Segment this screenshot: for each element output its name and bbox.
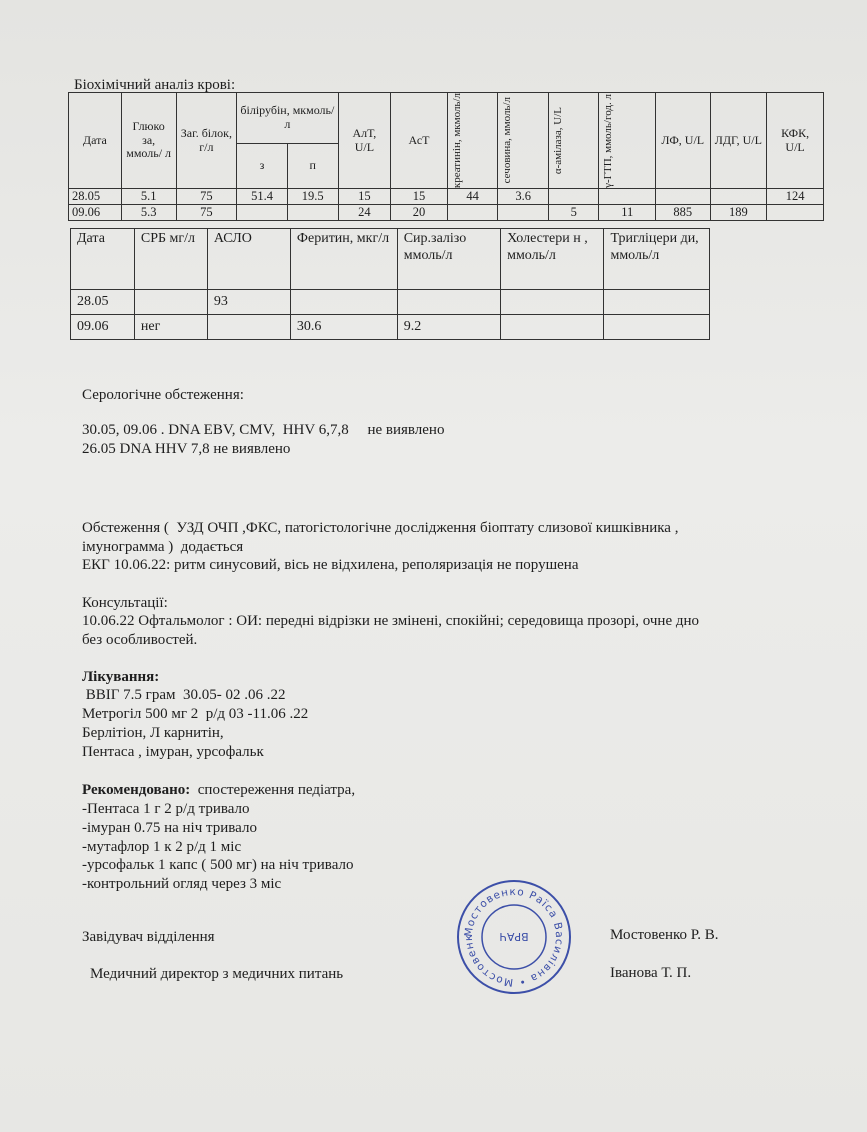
head-of-department-title: Завідувач відділення xyxy=(82,929,215,945)
table-row xyxy=(71,290,710,315)
col-urea: сечовина, ммоль/л xyxy=(498,93,549,189)
cell-date: 28.05 xyxy=(71,290,135,315)
col-ferritin: Феритин, мкг/л xyxy=(290,229,397,290)
exams-line-2: імунограмма ) додається xyxy=(82,539,244,555)
biochem-title: Біохімічний аналіз крові: xyxy=(74,77,236,93)
recommend-item: -урсофальк 1 капс ( 500 мг) на ніч тривало xyxy=(82,857,354,873)
col-alt: АлТ, U/L xyxy=(338,93,391,189)
cell-iron xyxy=(397,290,500,315)
cell-lf: 885 xyxy=(655,205,710,221)
cell-ldh: 189 xyxy=(710,205,767,221)
cell-crp xyxy=(134,290,207,315)
table-row xyxy=(69,189,824,205)
cell-iron: 9.2 xyxy=(397,315,500,340)
consult-line-2: без особливостей. xyxy=(82,632,198,648)
recommend-title: Рекомендовано: xyxy=(82,782,191,798)
col-amylase: α-амілаза, U/L xyxy=(548,93,599,189)
ecg-line: ЕКГ 10.06.22: ритм синусовий, вісь не відхилена, реполяризація не порушена xyxy=(82,557,579,573)
col-bil-p: п xyxy=(287,144,338,189)
exams-line-1: Обстеження ( УЗД ОЧП ,ФКС, патогістологічне дослідження біоптату слизової кишківника , xyxy=(82,520,679,536)
col-date: Дата xyxy=(69,93,122,189)
cell-creatinine: 44 xyxy=(447,189,498,205)
serology-line-1: 30.05, 09.06 . DNA EBV, CMV, HHV 6,7,8 не виявлено xyxy=(82,422,445,438)
cell-ferritin xyxy=(290,290,397,315)
consult-line-1: 10.06.22 Офтальмолог : ОИ: передні відрізки не змінені, спокійні; середовища прозорі, очне дно xyxy=(82,613,700,629)
cell-ck: 124 xyxy=(767,189,824,205)
recommend-item: -мутафлор 1 к 2 р/д 1 міс xyxy=(82,839,242,855)
cell-bil-p: 19.5 xyxy=(287,189,338,205)
recommend-intro: спостереження педіатра, xyxy=(190,782,356,798)
recommend-item: -імуран 0.75 на ніч тривало xyxy=(82,820,257,836)
cell-creatinine xyxy=(447,205,498,221)
col-ast: АсТ xyxy=(391,93,448,189)
cell-alt: 24 xyxy=(338,205,391,221)
cell-chol xyxy=(501,290,604,315)
cell-date: 28.05 xyxy=(69,189,122,205)
cell-ast: 20 xyxy=(391,205,448,221)
col-ldh: ЛДГ, U/L xyxy=(710,93,767,189)
stamp-center-text: ВРАЧ xyxy=(499,930,529,943)
cell-ggt xyxy=(599,189,655,205)
col-chol: Холестери н , ммоль/л xyxy=(501,229,604,290)
cell-urea xyxy=(498,205,549,221)
cell-chol xyxy=(501,315,604,340)
cell-date: 09.06 xyxy=(71,315,135,340)
col-ck: КФК, U/L xyxy=(767,93,824,189)
table-row xyxy=(71,315,710,340)
treatment-item: Метрогіл 500 мг 2 р/д 03 -11.06 .22 xyxy=(82,706,309,722)
treatment-item: ВВІГ 7.5 грам 30.05- 02 .06 .22 xyxy=(82,687,286,703)
col-ggt: γ-ГТП, ммоль/год. л xyxy=(599,93,655,189)
head-of-department-name: Мостовенко Р. В. xyxy=(610,927,719,943)
cell-protein: 75 xyxy=(176,205,237,221)
treatment-title: Лікування: xyxy=(82,669,160,685)
col-bilirubin: білірубін, мкмоль/л xyxy=(237,93,338,144)
cell-glucose: 5.1 xyxy=(121,189,176,205)
col-protein: Заг. білок, г/л xyxy=(176,93,237,189)
cell-lf xyxy=(655,189,710,205)
biochem-table xyxy=(68,92,824,221)
medical-director-name: Іванова Т. П. xyxy=(610,965,692,981)
medical-director-title: Медичний директор з медичних питань xyxy=(90,966,344,982)
consult-title: Консультації: xyxy=(82,595,168,611)
col-iron: Сир.залізо ммоль/л xyxy=(397,229,500,290)
cell-urea: 3.6 xyxy=(498,189,549,205)
cell-aslo xyxy=(207,315,290,340)
cell-date: 09.06 xyxy=(69,205,122,221)
cell-amylase: 5 xyxy=(548,205,599,221)
cell-tg xyxy=(604,290,710,315)
cell-alt: 15 xyxy=(338,189,391,205)
serology-line-2: 26.05 DNA HHV 7,8 не виявлено xyxy=(82,441,291,457)
cell-ast: 15 xyxy=(391,189,448,205)
cell-glucose: 5.3 xyxy=(121,205,176,221)
cell-tg xyxy=(604,315,710,340)
recommend-item: -контрольний огляд через 3 міс xyxy=(82,876,282,892)
cell-ck xyxy=(767,205,824,221)
treatment-item: Берлітіон, Л карнитін, xyxy=(82,725,224,741)
cell-ldh xyxy=(710,189,767,205)
cell-protein: 75 xyxy=(176,189,237,205)
stamp-ring-text: Мостовенко Раїса Василівна • Мостовенк xyxy=(462,885,566,989)
cell-aslo: 93 xyxy=(207,290,290,315)
col-date: Дата xyxy=(71,229,135,290)
cell-ggt: 11 xyxy=(599,205,655,221)
cell-crp: нег xyxy=(134,315,207,340)
cell-amylase xyxy=(548,189,599,205)
col-crp: СРБ мг/л xyxy=(134,229,207,290)
col-tg: Тригліцери ди, ммоль/л xyxy=(604,229,710,290)
cell-bil-p xyxy=(287,205,338,221)
col-bil-z: з xyxy=(237,144,288,189)
doctor-stamp xyxy=(455,878,573,996)
cell-ferritin: 30.6 xyxy=(290,315,397,340)
col-creatinine: креатинін, мкмоль/л xyxy=(447,93,498,189)
cell-bil-z xyxy=(237,205,288,221)
cell-bil-z: 51.4 xyxy=(237,189,288,205)
col-lf: ЛФ, U/L xyxy=(655,93,710,189)
col-aslo: АСЛО xyxy=(207,229,290,290)
table-row xyxy=(69,205,824,221)
serology-title: Серологічне обстеження: xyxy=(82,387,244,403)
recommend-line xyxy=(82,781,355,800)
col-glucose: Глюко за, ммоль/ л xyxy=(121,93,176,189)
treatment-item: Пентаса , імуран, урсофальк xyxy=(82,744,264,760)
recommend-item: -Пентаса 1 г 2 р/д тривало xyxy=(82,801,250,817)
labs-table xyxy=(70,228,710,340)
